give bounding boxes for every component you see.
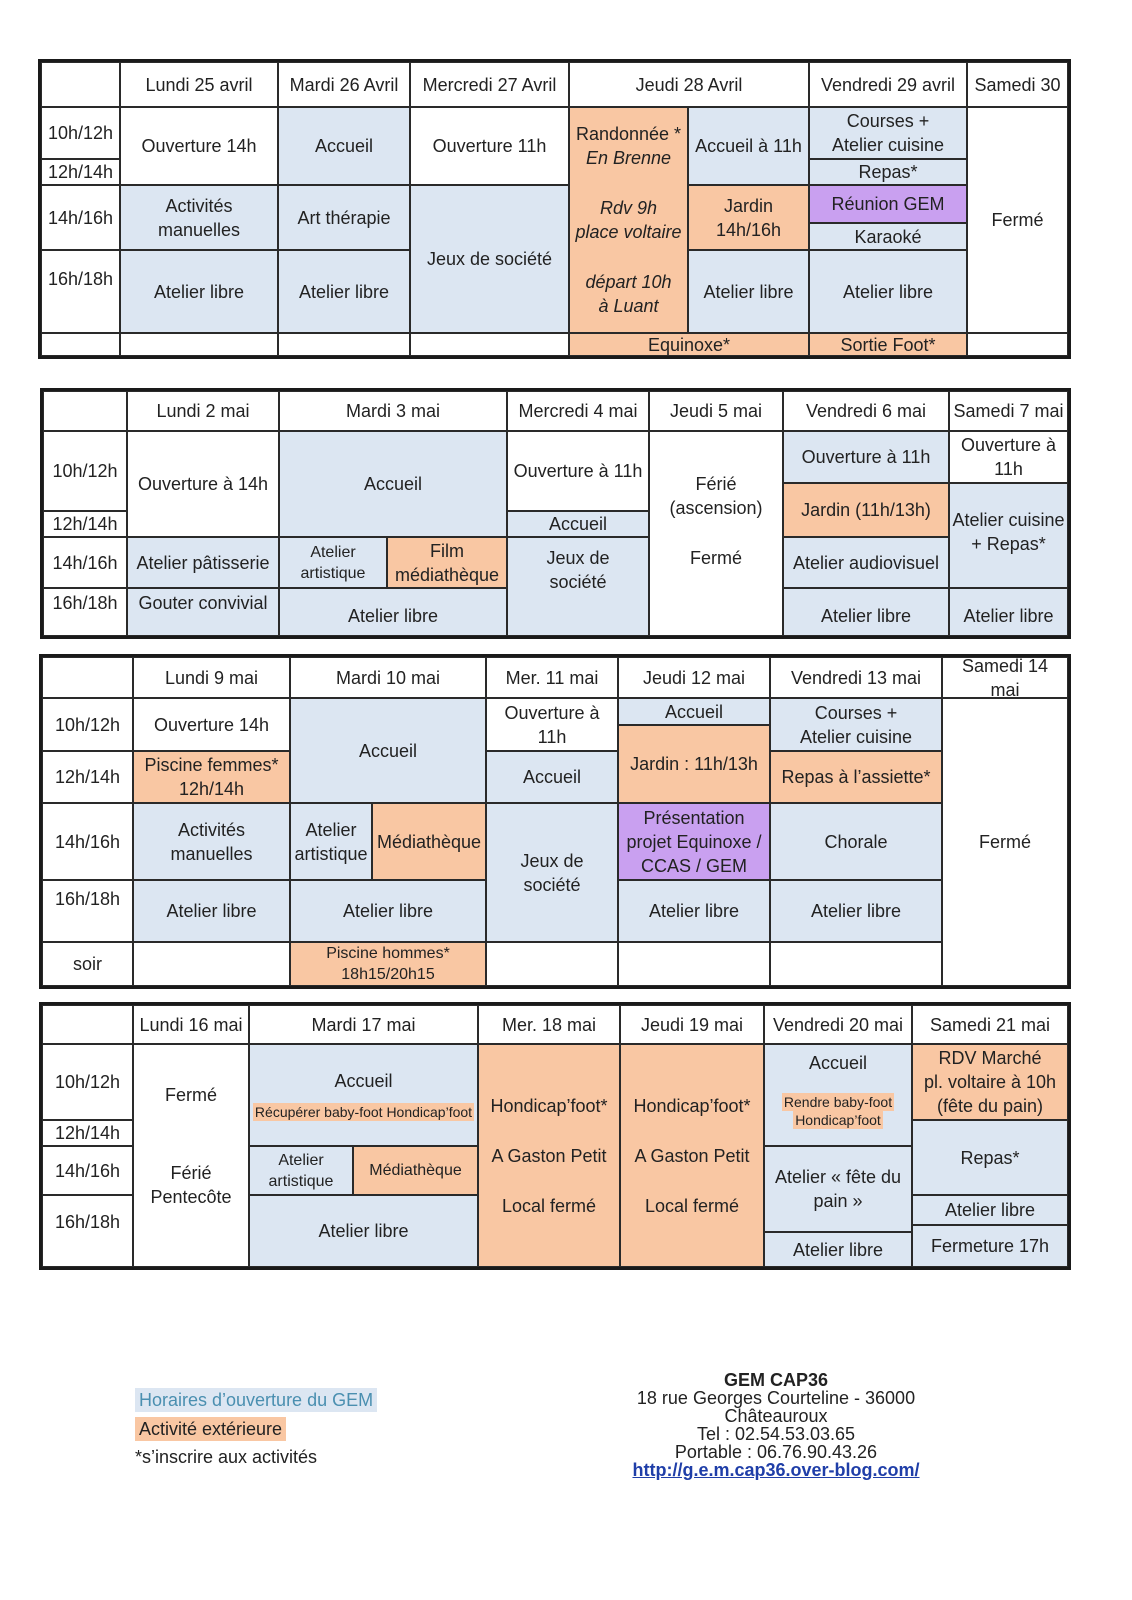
empty-cell <box>618 942 770 986</box>
day-header: Mardi 26 Avril <box>278 62 410 107</box>
slot-atelier-libre: Atelier libre <box>249 1195 478 1267</box>
slot-hondicap-foot: Hondicap’foot* A Gaston Petit Local fermé <box>620 1044 764 1267</box>
time-label: 14h/16h <box>42 803 133 880</box>
slot-atelier-libre: Atelier libre <box>764 1232 912 1267</box>
slot-chorale: Chorale <box>770 803 942 880</box>
slot-accueil: Accueil <box>618 698 770 725</box>
slot-ouverture: Ouverture à 11h <box>949 431 1068 483</box>
day-header: Vendredi 13 mai <box>770 657 942 698</box>
slot-atelier-libre: Atelier libre <box>912 1195 1068 1225</box>
slot-atelier-artistique: Atelier artistique <box>290 803 372 880</box>
slot-ferie-ascension: Férié (ascension) Fermé <box>649 431 783 636</box>
org-name: GEM CAP36 <box>723 1370 829 1390</box>
slot-film-mediatheque: Film médiathèque <box>387 537 507 588</box>
slot-ouverture: Ouverture 14h <box>133 698 290 751</box>
slot-ouverture: Ouverture 14h <box>120 107 278 185</box>
slot-accueil: Accueil <box>486 751 618 803</box>
slot-activites-manuelles: Activités manuelles <box>120 185 278 250</box>
time-label: 12h/14h <box>42 1120 133 1146</box>
slot-piscine-hommes: Piscine hommes* 18h15/20h15 <box>290 942 486 986</box>
slot-atelier-libre: Atelier libre <box>809 250 967 333</box>
slot-repas: Repas* <box>912 1120 1068 1195</box>
slot-accueil: Accueil <box>278 107 410 185</box>
mobile-phone: Portable : 06.76.90.43.26 <box>674 1442 878 1462</box>
week-table-3 <box>39 654 1071 989</box>
day-header: Lundi 25 avril <box>120 62 278 107</box>
slot-sortie-foot: Sortie Foot* <box>809 333 967 356</box>
slot-ouverture: Ouverture à 11h <box>783 431 949 483</box>
time-label: 10h/12h <box>42 1044 133 1120</box>
empty-cell <box>133 942 290 986</box>
slot-jeux-de-societe: Jeux de société <box>410 185 569 333</box>
day-header: Mer. 11 mai <box>486 657 618 698</box>
legend-outdoor-activity: Activité extérieure <box>135 1417 286 1441</box>
day-header: Samedi 30 <box>967 62 1068 107</box>
day-header: Mardi 3 mai <box>279 391 507 431</box>
phone: Tel : 02.54.53.03.65 <box>696 1424 856 1444</box>
slot-jardin: Jardin : 11h/13h <box>618 725 770 803</box>
day-header: Samedi 21 mai <box>912 1005 1068 1044</box>
time-label: 12h/14h <box>42 751 133 803</box>
slot-accueil: Accueil Rendre baby-foot Hondicap’foot <box>764 1044 912 1146</box>
week-table-4 <box>39 1002 1071 1270</box>
empty-cell <box>410 333 569 356</box>
contact-block <box>600 1371 952 1479</box>
slot-ouverture: Ouverture à 11h <box>486 698 618 751</box>
empty-cell <box>486 942 618 986</box>
slot-atelier-fete-du-pain: Atelier « fête du pain » <box>764 1146 912 1232</box>
slot-ouverture: Ouverture 11h <box>410 107 569 185</box>
time-label: 12h/14h <box>41 159 120 185</box>
slot-ferme-ferie-pentecote: Fermé Férié Pentecôte <box>133 1044 249 1267</box>
slot-accueil: Accueil Récupérer baby-foot Hondicap’foot <box>249 1044 478 1146</box>
slot-atelier-libre: Atelier libre <box>618 880 770 942</box>
day-header: Jeudi 28 Avril <box>569 62 809 107</box>
slot-repas-assiette: Repas à l’assiette* <box>770 751 942 803</box>
empty-cell <box>120 333 278 356</box>
legend-registration-note: *s’inscrire aux activités <box>135 1447 318 1467</box>
slot-accueil: Accueil <box>290 698 486 803</box>
note-rendre-baby-foot: Rendre baby-foot <box>783 1094 893 1110</box>
slot-equinoxe: Equinoxe* <box>569 333 809 356</box>
day-header: Vendredi 6 mai <box>783 391 949 431</box>
slot-atelier-libre: Atelier libre <box>120 250 278 333</box>
slot-atelier-libre: Atelier libre <box>278 250 410 333</box>
slot-repas: Repas* <box>809 159 967 185</box>
day-header: Vendredi 20 mai <box>764 1005 912 1044</box>
week-table-1 <box>38 59 1071 359</box>
time-label: 16h/18h <box>41 250 120 333</box>
slot-reunion-gem: Réunion GEM <box>809 185 967 223</box>
slot-fermeture: Fermeture 17h <box>912 1225 1068 1267</box>
address: 18 rue Georges Courteline - 36000 <box>636 1388 916 1408</box>
slot-jardin: Jardin (11h/13h) <box>783 483 949 537</box>
slot-rdv-marche: RDV Marché pl. voltaire à 10h (fête du pain) <box>912 1044 1068 1120</box>
time-label: 14h/16h <box>42 1146 133 1195</box>
slot-atelier-libre: Atelier libre <box>949 588 1068 636</box>
slot-ferme: Fermé <box>967 107 1068 333</box>
slot-art-therapie: Art thérapie <box>278 185 410 250</box>
slot-atelier-artistique: Atelier artistique <box>249 1146 353 1195</box>
time-label: 14h/16h <box>43 537 127 588</box>
corner-cell <box>43 391 127 431</box>
day-header: Mercredi 27 Avril <box>410 62 569 107</box>
slot-atelier-libre: Atelier libre <box>783 588 949 636</box>
time-label: 12h/14h <box>43 511 127 537</box>
day-header: Jeudi 5 mai <box>649 391 783 431</box>
empty-cell <box>967 333 1068 356</box>
slot-randonnee: Randonnée * En Brenne Rdv 9h place voltaire départ 10h à Luant <box>569 107 688 333</box>
legend-opening-hours: Horaires d’ouverture du GEM <box>135 1388 377 1412</box>
day-header: Lundi 2 mai <box>127 391 279 431</box>
slot-ferme: Fermé <box>942 698 1068 986</box>
blog-link[interactable]: http://g.e.m.cap36.over-blog.com/ <box>632 1460 920 1480</box>
slot-atelier-patisserie: Atelier pâtisserie <box>127 537 279 588</box>
time-label: 10h/12h <box>43 431 127 511</box>
note-rendre-baby-foot: Hondicap’foot <box>795 1112 881 1128</box>
empty-cell <box>278 333 410 356</box>
note-recuperer-baby-foot: Récupérer baby-foot Hondicap’foot <box>254 1104 473 1120</box>
day-header: Vendredi 29 avril <box>809 62 967 107</box>
day-header: Mercredi 4 mai <box>507 391 649 431</box>
slot-atelier-libre: Atelier libre <box>133 880 290 942</box>
slot-jeux-de-societe: Jeux de société <box>486 803 618 942</box>
day-header: Jeudi 12 mai <box>618 657 770 698</box>
time-label: 10h/12h <box>42 698 133 751</box>
slot-accueil: Accueil <box>279 431 507 537</box>
slot-ouverture: Ouverture à 14h <box>127 431 279 537</box>
slot-mediatheque: Médiathèque <box>372 803 486 880</box>
day-header: Samedi 14 mai <box>942 657 1068 698</box>
corner-cell <box>42 657 133 698</box>
time-label: 14h/16h <box>41 185 120 250</box>
slot-karaoke: Karaoké <box>809 223 967 250</box>
day-header: Lundi 9 mai <box>133 657 290 698</box>
slot-atelier-libre: Atelier libre <box>770 880 942 942</box>
slot-accueil: Accueil à 11h <box>688 107 809 185</box>
slot-jardin: Jardin 14h/16h <box>688 185 809 250</box>
slot-courses-atelier-cuisine: Courses + Atelier cuisine <box>770 698 942 751</box>
slot-presentation-equinoxe: Présentation projet Equinoxe / CCAS / GEM <box>618 803 770 880</box>
slot-gouter-convivial: Gouter convivial <box>127 588 279 636</box>
slot-atelier-cuisine-repas: Atelier cuisine + Repas* <box>949 483 1068 588</box>
day-header: Mardi 10 mai <box>290 657 486 698</box>
slot-activites-manuelles: Activités manuelles <box>133 803 290 880</box>
slot-mediatheque: Médiathèque <box>353 1146 478 1195</box>
slot-atelier-libre: Atelier libre <box>290 880 486 942</box>
corner-cell <box>41 62 120 107</box>
time-label: soir <box>42 942 133 986</box>
empty-cell <box>770 942 942 986</box>
day-header: Samedi 7 mai <box>949 391 1068 431</box>
day-header: Mardi 17 mai <box>249 1005 478 1044</box>
week-table-2 <box>40 388 1071 639</box>
slot-piscine-femmes: Piscine femmes* 12h/14h <box>133 751 290 803</box>
slot-jeux-de-societe: Jeux de société <box>507 537 649 636</box>
slot-accueil: Accueil <box>507 511 649 537</box>
slot-atelier-audiovisuel: Atelier audiovisuel <box>783 537 949 588</box>
day-header: Mer. 18 mai <box>478 1005 620 1044</box>
slot-atelier-libre: Atelier libre <box>279 588 507 636</box>
time-label: 10h/12h <box>41 107 120 159</box>
time-label: 16h/18h <box>43 588 127 636</box>
corner-cell <box>42 1005 133 1044</box>
slot-hondicap-foot: Hondicap’foot* A Gaston Petit Local fermé <box>478 1044 620 1267</box>
slot-atelier-libre: Atelier libre <box>688 250 809 333</box>
slot-atelier-artistique: Atelier artistique <box>279 537 387 588</box>
time-label: 16h/18h <box>42 1195 133 1267</box>
day-header: Jeudi 19 mai <box>620 1005 764 1044</box>
time-label: 16h/18h <box>42 880 133 942</box>
city: Châteauroux <box>724 1406 828 1426</box>
slot-courses-atelier-cuisine: Courses + Atelier cuisine <box>809 107 967 159</box>
slot-ouverture: Ouverture à 11h <box>507 431 649 511</box>
empty-cell <box>41 333 120 356</box>
day-header: Lundi 16 mai <box>133 1005 249 1044</box>
